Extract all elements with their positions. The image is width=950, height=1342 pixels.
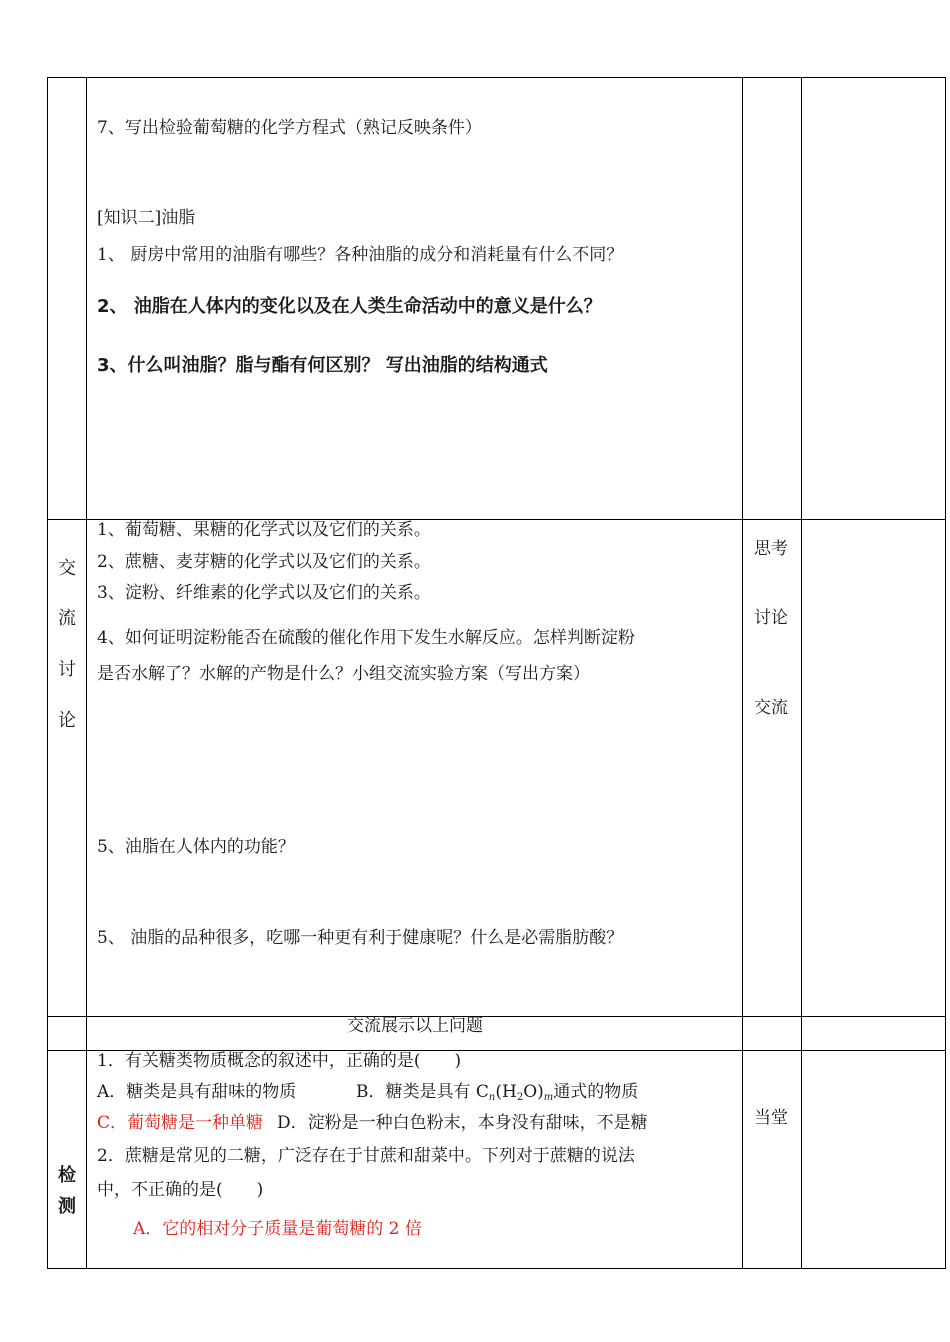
fat-question-2: 2、 油脂在人体内的变化以及在人类生命活动中的意义是什么？ (97, 296, 602, 317)
col-border-label (86, 77, 87, 1269)
test-question-2: 2．蔗糖是常见的二糖，广泛存在于甘蔗和甜菜中。下列对于蔗糖的说法 (97, 1146, 635, 1166)
side-note-in-class: 当堂 (754, 1108, 788, 1128)
fat-question-1: 1、 厨房中常用的油脂有哪些？各种油脂的成分和消耗量有什么不同？ (97, 245, 624, 265)
side-note-exchange: 交流 (754, 698, 788, 718)
fat-question-3: 3、什么叫油脂？脂与酯有何区别？ 写出油脂的结构通式 (97, 355, 548, 376)
discussion-item-3: 3、淀粉、纤维素的化学式以及它们的关系。 (97, 583, 431, 603)
option-b-prefix: B．糖类是具有 C (356, 1082, 489, 1102)
discussion-label-char-1: 交 (58, 558, 76, 579)
discussion-item-5b: 5、 油脂的品种很多，吃哪一种更有利于健康呢？什么是必需脂肪酸？ (97, 928, 624, 948)
discussion-item-4-cont: 是否水解了？水解的产物是什么？小组交流实验方案（写出方案） (97, 664, 590, 684)
question-7: 7、写出检验葡萄糖的化学方程式（熟记反映条件） (97, 118, 482, 138)
col-border-content (742, 77, 743, 1269)
discussion-label-char-4: 论 (58, 710, 76, 731)
test-q1-option-b (356, 1082, 638, 1108)
test-question-1: 1．有关糖类物质概念的叙述中，正确的是( ) (97, 1051, 462, 1071)
show-row-text: 交流展示以上问题 (347, 1016, 483, 1036)
test-label-char-2: 测 (58, 1196, 76, 1217)
option-b-sub-n: n (488, 1092, 496, 1103)
side-note-think: 思考 (754, 539, 788, 559)
option-b-paren: (H (495, 1082, 517, 1102)
option-b-suffix: 通式的物质 (553, 1082, 639, 1102)
test-question-2-cont: 中，不正确的是( ) (97, 1180, 264, 1200)
option-b-o: O) (523, 1082, 544, 1102)
discussion-label-char-2: 流 (58, 608, 76, 629)
test-q1-option-a: A．糖类是具有甜味的物质 (97, 1082, 297, 1102)
col-border-right (945, 77, 946, 1269)
discussion-label-char-3: 讨 (58, 659, 76, 680)
discussion-item-2: 2、蔗糖、麦芽糖的化学式以及它们的关系。 (97, 552, 431, 572)
option-b-sub-m: m (543, 1092, 554, 1103)
knowledge-heading: [知识二]油脂 (97, 208, 196, 228)
test-q1-option-c-answer: C．葡萄糖是一种单糖 (97, 1113, 264, 1133)
test-label-char-1: 检 (58, 1165, 76, 1186)
discussion-item-4: 4、如何证明淀粉能否在硫酸的催化作用下发生水解反应。怎样判断淀粉 (97, 628, 635, 648)
option-b-sub-2: 2 (516, 1092, 524, 1103)
discussion-item-1: 1、葡萄糖、果糖的化学式以及它们的关系。 (97, 520, 431, 540)
side-note-discuss: 讨论 (754, 608, 788, 628)
table-top-border (47, 77, 946, 78)
test-q1-option-d: D．淀粉是一种白色粉末，本身没有甜味，不是糖 (277, 1113, 648, 1133)
discussion-item-5: 5、油脂在人体内的功能？ (97, 837, 295, 857)
test-q2-option-a-answer: A．它的相对分子质量是葡萄糖的 2 倍 (133, 1219, 422, 1239)
col-border-left (47, 77, 48, 1269)
table-bottom-border (47, 1268, 946, 1269)
col-border-side (801, 77, 802, 1269)
